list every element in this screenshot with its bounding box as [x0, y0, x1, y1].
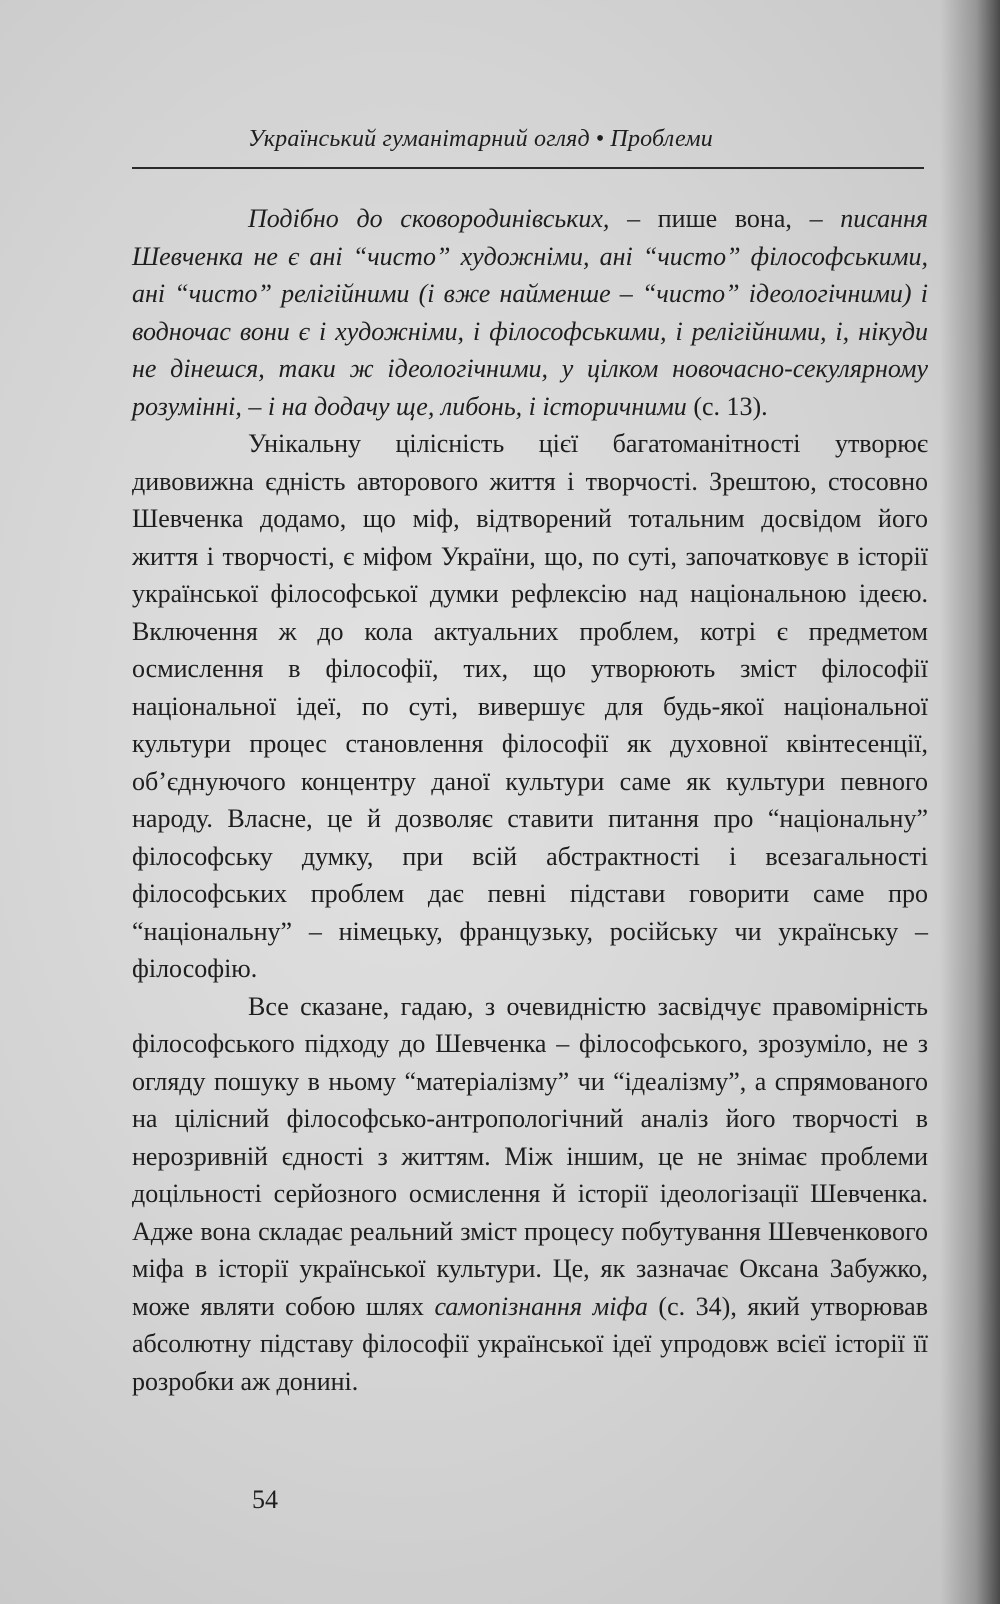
paragraph	[132, 425, 928, 988]
quote-page-reference: (с. 13).	[693, 391, 768, 421]
italic-term: самопізнання міфа	[434, 1291, 648, 1321]
body-text	[132, 200, 928, 1400]
journal-title: Український гуманітарний огляд	[248, 126, 590, 152]
header-rule	[132, 167, 924, 169]
quote-attribution: – пише вона,	[627, 204, 810, 233]
paragraph-text: (с. 34), який утворював абсолютну підставу філософії української ідеї упродовж всієї історії її розробки аж донині.	[132, 1291, 928, 1396]
quote-text-part: – писання Шевченка не є ані “чисто” художніми, ані “чисто” філософськими, ані “чисто” релігійними (і вже найменше – “чисто” ідеологічними) і водночас вони є і художніми, і філософськими, і релігійними, і, нікуди не дінешся, таки ж ідеологічними, у цілком новочасно-секулярному розумінні, – і на додачу ще, либонь, і історичними	[132, 204, 928, 421]
paragraph-text: Унікальну цілісність цієї багатоманітності утворює дивовижна єдність авторового життя і творчості. Зрештою, стосовно Шевченка додамо, що міф, відтворений тотальним досвідом його життя і творчості, є міфом України, що, по суті, започатковує в історії української філософської думки рефлексію над національною ідеєю. Включення ж до кола актуальних проблем, котрі є предметом осмислення в філософії, тих, що утворюють зміст філософії національної ідеї, по суті, вивершує для будь-якої національної культури процес становлення філософії як духовної квінтесенції, об’єднуючого концентру даної культури саме як культури певного народу. Власне, це й дозволяє ставити питання про “національну” філософську думку, при всій абстрактності і всезагальності філософських проблем дає певні підстави говорити саме про “національну” – німецьку, французьку, російську чи українську – філософію.	[132, 429, 928, 983]
running-header	[248, 126, 788, 153]
quote-text-part: Подібно до сковородинівських,	[248, 204, 628, 233]
page-edge-shadow	[940, 0, 1000, 1604]
quote-paragraph	[132, 200, 928, 425]
paragraph	[132, 988, 928, 1401]
header-separator: •	[595, 126, 605, 152]
page-number: 54	[252, 1485, 278, 1514]
section-title: Проблеми	[610, 126, 713, 152]
paragraph-text: Все сказане, гадаю, з очевидністю засвідчує правомірність філософського підходу до Шевченка – філософського, зрозуміло, не з огляду пошуку в ньому “матеріалізму” чи “ідеалізму”, а спрямованого на цілісний філософсько-антропологічний аналіз його творчості в нерозривній єдності з життям. Між іншим, це не знімає проблеми доцільності серйозного осмислення й історії ідеологізації Шевченка. Адже вона складає реальний зміст процесу побутування Шевченкового міфа в історії української культури. Це, як зазначає Оксана Забужко, може являти собою шлях	[132, 991, 928, 1321]
